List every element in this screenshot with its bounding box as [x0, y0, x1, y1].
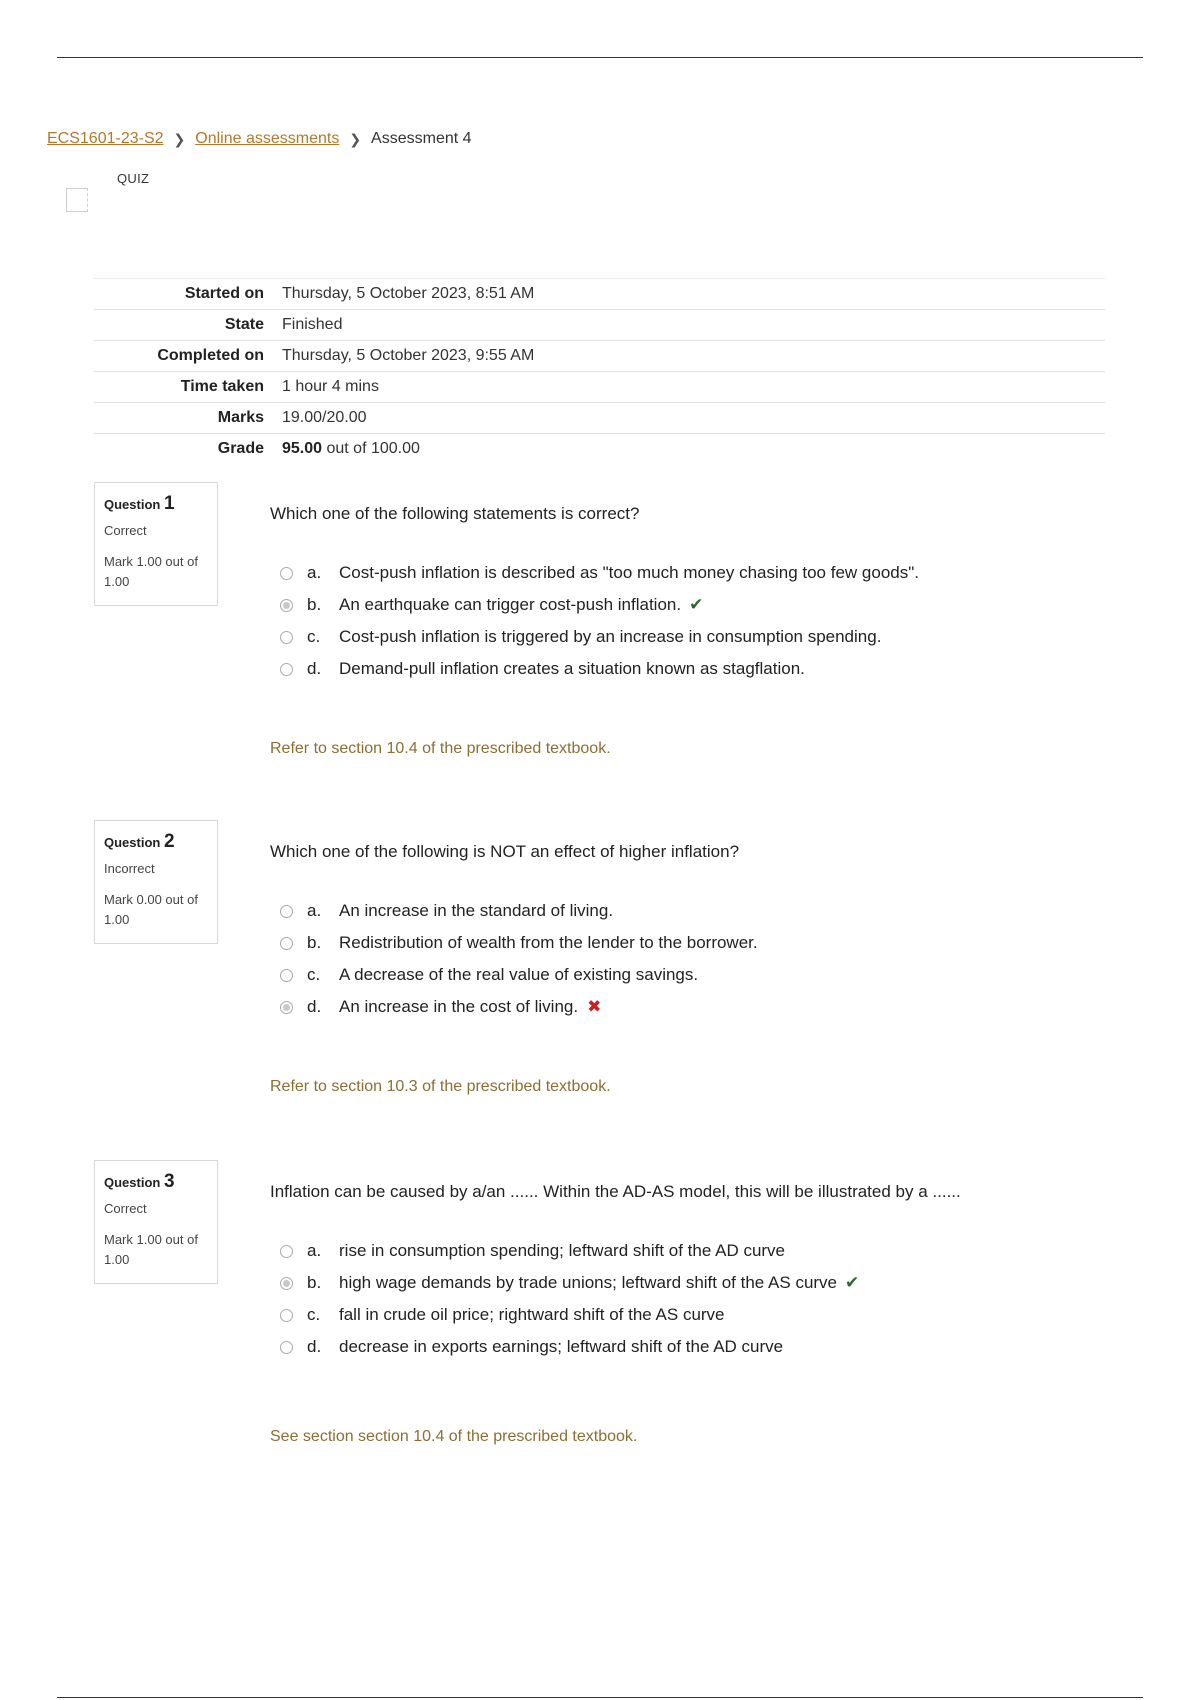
answer-option-a[interactable]: a. rise in consumption spending; leftward shift of the AD curve: [280, 1235, 859, 1267]
answer-option-d[interactable]: d. decrease in exports earnings; leftward shift of the AD curve: [280, 1331, 859, 1363]
summary-value: 1 hour 4 mins: [282, 378, 379, 395]
radio-button[interactable]: [280, 937, 293, 950]
question-number: Question 3: [104, 1171, 175, 1192]
question-state: Correct: [104, 523, 147, 538]
breadcrumb-current: Assessment 4: [371, 130, 472, 147]
answer-text: Cost-push inflation is described as "too much money chasing too few goods".: [339, 563, 919, 582]
answer-text: Demand-pull inflation creates a situation known as stagflation.: [339, 659, 805, 678]
answer-option-c[interactable]: c. fall in crude oil price; rightward shift of the AS curve: [280, 1299, 859, 1331]
chevron-right-icon: ❯: [349, 130, 362, 147]
answer-option-c[interactable]: c. A decrease of the real value of existing savings.: [280, 959, 758, 991]
answer-option-b[interactable]: b. high wage demands by trade unions; leftward shift of the AS curve ✔: [280, 1267, 859, 1299]
summary-row: [94, 279, 1105, 310]
question-state: Incorrect: [104, 861, 155, 876]
summary-value: Thursday, 5 October 2023, 8:51 AM: [282, 285, 535, 302]
question-number: Question 1: [104, 493, 175, 514]
answer-option-a[interactable]: a. Cost-push inflation is described as "too much money chasing too few goods".: [280, 557, 919, 589]
question-text: Which one of the following statements is correct?: [270, 504, 640, 523]
answer-option-d[interactable]: d. Demand-pull inflation creates a situation known as stagflation.: [280, 653, 919, 685]
bottom-divider: [57, 1697, 1143, 1698]
answer-text: Cost-push inflation is triggered by an increase in consumption spending.: [339, 627, 882, 646]
question-mark: Mark 1.00 out of 1.00: [104, 554, 198, 589]
radio-button-selected[interactable]: [280, 1277, 293, 1290]
summary-row: [94, 403, 1105, 434]
answer-text: A decrease of the real value of existing savings.: [339, 965, 699, 984]
radio-button[interactable]: [280, 1309, 293, 1322]
summary-row-grade: [94, 434, 1105, 465]
grade-value-cell: [282, 434, 1105, 465]
summary-value: Thursday, 5 October 2023, 9:55 AM: [282, 347, 535, 364]
question-info-box: [94, 482, 218, 606]
answer-text: An earthquake can trigger cost-push inflation.: [339, 595, 682, 614]
summary-label: Marks: [217, 409, 264, 426]
summary-value: Finished: [282, 316, 343, 333]
answer-text: rise in consumption spending; leftward shift of the AD curve: [339, 1241, 786, 1260]
answer-text: fall in crude oil price; rightward shift of the AS curve: [339, 1305, 725, 1324]
question-text: Which one of the following is NOT an effect of higher inflation?: [270, 842, 740, 861]
summary-label: Time taken: [180, 378, 264, 395]
grade-value: 95.00: [282, 440, 323, 457]
breadcrumb-section-link[interactable]: Online assessments: [195, 130, 340, 147]
question-number: Question 2: [104, 831, 175, 852]
radio-button-selected[interactable]: [280, 1001, 293, 1014]
question-1: [94, 482, 1114, 772]
radio-button[interactable]: [280, 663, 293, 676]
answer-option-b[interactable]: b. An earthquake can trigger cost-push inflation. ✔: [280, 589, 919, 621]
grade-suffix: out of 100.00: [322, 440, 420, 457]
question-3: [94, 1160, 1114, 1450]
top-divider: [57, 57, 1143, 58]
answer-option-a[interactable]: a. An increase in the standard of living.: [280, 895, 758, 927]
radio-button[interactable]: [280, 1341, 293, 1354]
radio-button[interactable]: [280, 567, 293, 580]
answer-text: decrease in exports earnings; leftward shift of the AD curve: [339, 1337, 784, 1356]
answer-list: [280, 557, 919, 685]
summary-row: [94, 372, 1105, 403]
summary-label: Grade: [217, 440, 264, 457]
radio-button[interactable]: [280, 631, 293, 644]
check-icon: ✔: [845, 1273, 860, 1292]
answer-option-d[interactable]: d. An increase in the cost of living. ✖: [280, 991, 758, 1023]
summary-row: [94, 341, 1105, 372]
question-feedback: Refer to section 10.4 of the prescribed textbook.: [270, 740, 611, 757]
question-mark: Mark 1.00 out of 1.00: [104, 1232, 198, 1267]
answer-list: [280, 895, 758, 1023]
question-2: [94, 820, 1114, 1110]
radio-button[interactable]: [280, 969, 293, 982]
question-mark: Mark 0.00 out of 1.00: [104, 892, 198, 927]
cross-icon: ✖: [587, 997, 602, 1016]
question-state: Correct: [104, 1201, 147, 1216]
summary-label: State: [224, 316, 264, 333]
answer-text: high wage demands by trade unions; leftward shift of the AS curve: [339, 1273, 838, 1292]
question-feedback: See section section 10.4 of the prescribed textbook.: [270, 1428, 638, 1445]
question-info-box: [94, 820, 218, 944]
quiz-icon: [66, 188, 88, 212]
summary-label: Completed on: [157, 347, 264, 364]
breadcrumb-course-link[interactable]: ECS1601-23-S2: [47, 130, 164, 147]
question-feedback: Refer to section 10.3 of the prescribed textbook.: [270, 1078, 611, 1095]
question-info-box: [94, 1160, 218, 1284]
radio-button-selected[interactable]: [280, 599, 293, 612]
radio-button[interactable]: [280, 905, 293, 918]
question-text: Inflation can be caused by a/an ...... Within the AD-AS model, this will be illustrated by a ......: [270, 1182, 961, 1201]
summary-row: [94, 310, 1105, 341]
answer-text: An increase in the cost of living.: [339, 997, 579, 1016]
activity-type-label: QUIZ: [117, 171, 150, 186]
attempt-summary-table: [94, 278, 1105, 464]
answer-option-c[interactable]: c. Cost-push inflation is triggered by an increase in consumption spending.: [280, 621, 919, 653]
summary-value: 19.00/20.00: [282, 409, 367, 426]
chevron-right-icon: ❯: [173, 130, 186, 147]
breadcrumb: [47, 130, 472, 148]
answer-text: An increase in the standard of living.: [339, 901, 614, 920]
check-icon: ✔: [689, 595, 704, 614]
summary-label: Started on: [184, 285, 264, 302]
answer-text: Redistribution of wealth from the lender to the borrower.: [339, 933, 758, 952]
radio-button[interactable]: [280, 1245, 293, 1258]
answer-list: [280, 1235, 859, 1363]
answer-option-b[interactable]: b. Redistribution of wealth from the lender to the borrower.: [280, 927, 758, 959]
